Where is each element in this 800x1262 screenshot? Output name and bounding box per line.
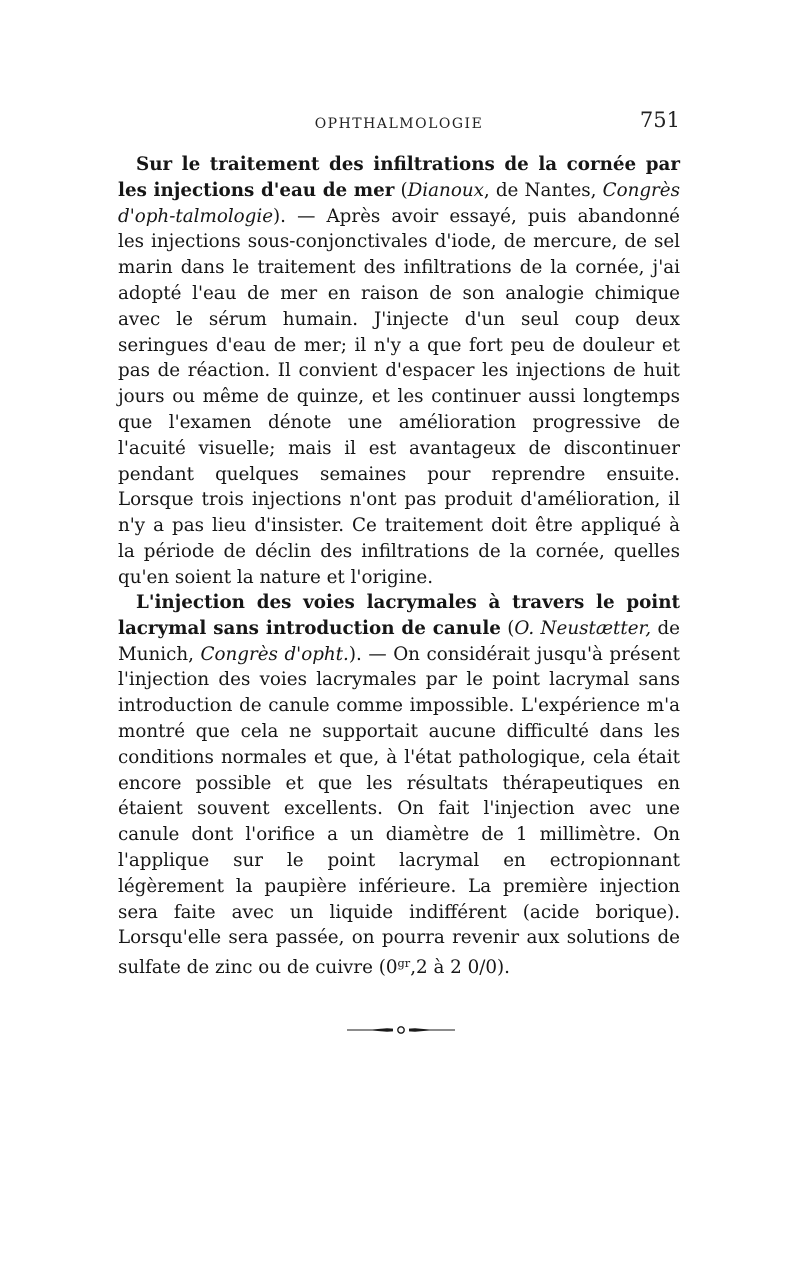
ornament-divider xyxy=(347,1025,455,1035)
page-header xyxy=(118,108,680,142)
page-number: 751 xyxy=(639,108,680,132)
article-dianoux xyxy=(118,152,680,591)
author-detail: , de Nantes, xyxy=(483,179,603,201)
author-detail: de Munich, xyxy=(118,617,680,665)
article-source: Congrès d'oph-talmologie xyxy=(118,179,680,227)
article-paragraph xyxy=(118,590,680,981)
article-body: On considérait jusqu'à présent l'injection des voies lacrymales par le point lacrymal sans introduction de canule comme impossible. L'expérience m'a montré que cela ne supportait aucune difficulté dans les conditions normales et que, à l'état pathologique, cela était encore possible et que les résultats thérapeutiques en étaient souvent excellents. On fait l'injection avec une canule dont l'orifice a un diamètre de 1 millimètre. On l'applique sur le point lacrymal en ectropionnant légèrement la paupière inférieure. La première injection sera faite avec un liquide indifférent (acide borique). Lorsqu'elle sera passée, on pourra revenir aux solutions de sulfate de zinc ou de cuivre (0 xyxy=(118,643,681,979)
citation-open: ( xyxy=(500,617,515,639)
article-author: O. Neustætter, xyxy=(514,617,652,639)
citation-close: ). — xyxy=(273,205,327,227)
article-paragraph xyxy=(118,152,680,591)
article-title: L'injection des voies lacrymales à travers le point lacrymal sans introduction de canule xyxy=(118,592,680,639)
article-author: Dianoux xyxy=(407,179,484,201)
article-body-end: ,2 à 2 0/0). xyxy=(410,957,510,979)
article-neustaetter xyxy=(118,590,680,981)
citation-open: ( xyxy=(394,179,408,201)
article-source: Congrès d'opht. xyxy=(200,643,349,665)
article-title: Sur le traitement des infiltrations de la cornée par les injections d'eau de mer xyxy=(118,154,680,201)
running-title: OPHTHALMOLOGIE xyxy=(314,116,484,132)
citation-close: ). — xyxy=(348,643,394,665)
dose-unit-superscript: gr xyxy=(397,956,411,971)
article-body: Après avoir essayé, puis abandonné les injections sous-conjonctivales d'iode, de mercure, de sel marin dans le traitement des infiltrations de la cornée, j'ai adopté l'eau de mer en raison de son analogie chimique avec le sérum humain. J'injecte d'un seul coup deux seringues d'eau de mer; il n'y a que fort peu de douleur et pas de réaction. Il convient d'espacer les injections de huit jours ou même de quinze, et les continuer aussi longtemps que l'examen dénote une amélioration progressive de l'acuité visuelle; mais il est avantageux de discontinuer pendant quelques semaines pour reprendre ensuite. Lorsque trois injections n'ont pas produit d'amélioration, il n'y a pas lieu d'insister. Ce traitement doit être appliqué à la période de déclin des infiltrations de la cornée, quelles qu'en soient la nature et l'origine. xyxy=(118,205,680,588)
